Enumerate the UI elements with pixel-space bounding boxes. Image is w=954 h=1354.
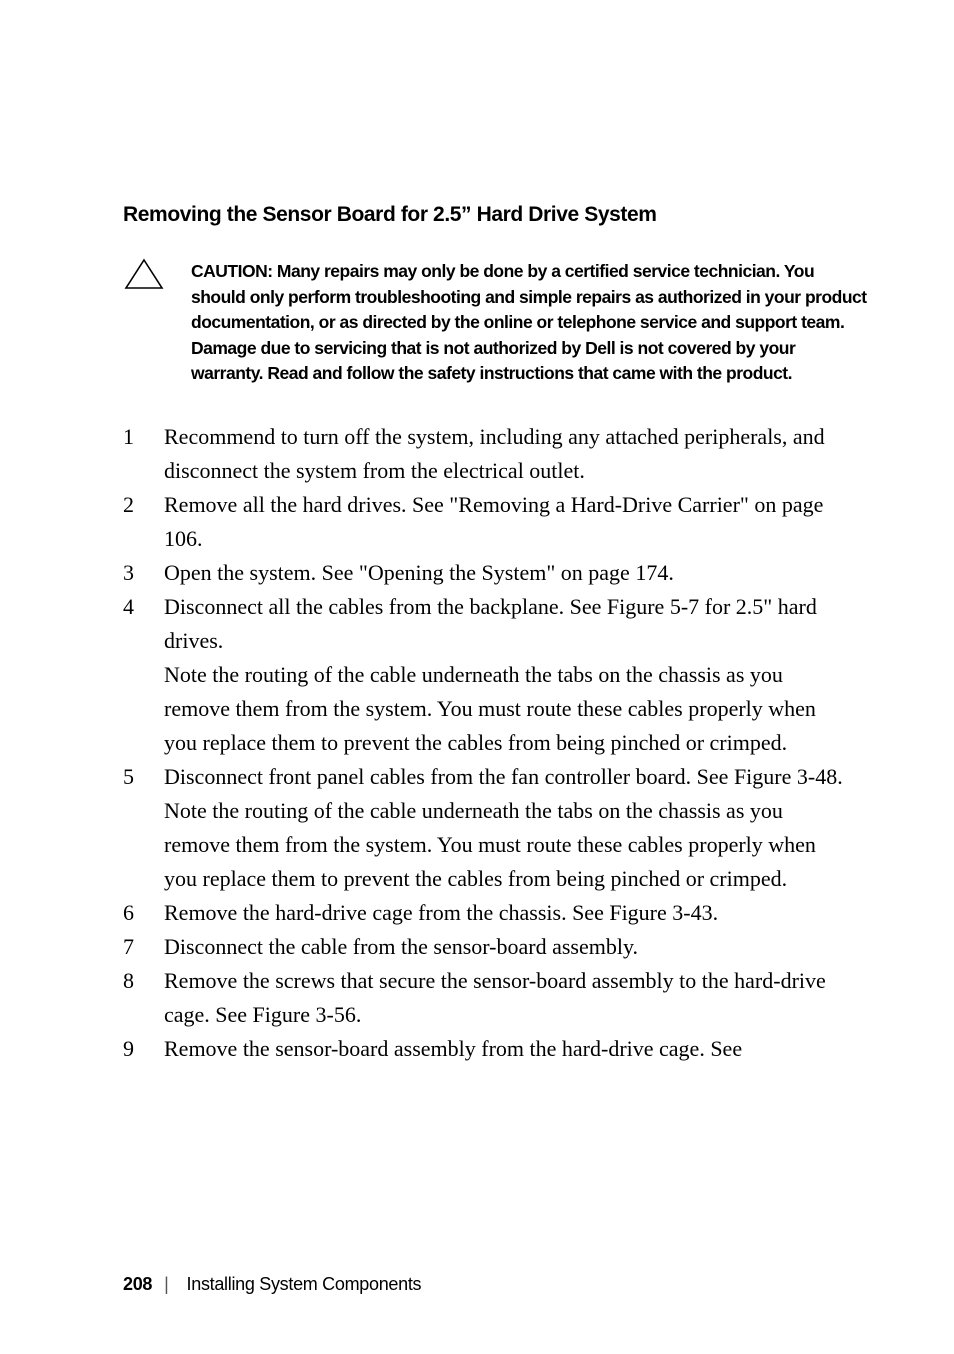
step-item [123,1032,843,1066]
footer-section-title: Installing System Components [186,1274,422,1294]
section-heading: Removing the Sensor Board for 2.5” Hard Drive System [123,203,657,226]
step-item [123,420,843,488]
step-item [123,590,843,760]
step-text: Recommend to turn off the system, including any attached peripherals, and disconnect the system from the electrical outlet. [164,424,825,483]
step-number: 9 [123,1036,134,1061]
caution-notice: CAUTION: Many repairs may only be done by a certified service technician. You should only perform troubleshooting and simple repairs as authorized in your product documentation, or as directed by the online or telephone service and support team. Damage due to servicing that is not authorized by Dell is not covered by your warranty. Read and follow the safety instructions that came with the product. [191,261,867,383]
step-text: Remove the screws that secure the sensor-board assembly to the hard-drive cage. See Figure 3-56. [164,968,826,1027]
step-text: Disconnect front panel cables from the fan controller board. See Figure 3-48. [164,764,843,789]
step-note: Note the routing of the cable underneath the tabs on the chassis as you remove them from the system. You must route these cables properly when you replace them to prevent the cables from being pinched or crimped. [164,798,816,891]
step-number: 8 [123,968,134,993]
step-item [123,930,843,964]
step-number: 5 [123,764,134,789]
step-item [123,556,843,590]
step-text: Disconnect the cable from the sensor-board assembly. [164,934,639,959]
page-number: 208 [123,1274,153,1294]
footer-separator: | [164,1274,169,1294]
step-text: Remove the sensor-board assembly from the hard-drive cage. See [164,1036,743,1061]
step-text: Remove the hard-drive cage from the chassis. See Figure 3-43. [164,900,719,925]
page-footer [123,1272,421,1296]
step-number: 2 [123,492,134,517]
step-text: Disconnect all the cables from the backplane. See Figure 5-7 for 2.5" hard drives. [164,594,817,653]
caution-triangle-icon [124,258,164,290]
step-item [123,964,843,1032]
step-number: 1 [123,424,134,449]
step-item [123,488,843,556]
step-item [123,896,843,930]
step-number: 3 [123,560,134,585]
step-number: 7 [123,934,134,959]
step-number: 6 [123,900,134,925]
step-text: Remove all the hard drives. See "Removing a Hard-Drive Carrier" on page 106. [164,492,824,551]
step-text: Open the system. See "Opening the System" on page 174. [164,560,674,585]
procedure-steps [123,420,843,1066]
step-item [123,760,843,896]
step-note: Note the routing of the cable underneath the tabs on the chassis as you remove them from the system. You must route these cables properly when you replace them to prevent the cables from being pinched or crimped. [164,662,816,755]
step-number: 4 [123,594,134,619]
